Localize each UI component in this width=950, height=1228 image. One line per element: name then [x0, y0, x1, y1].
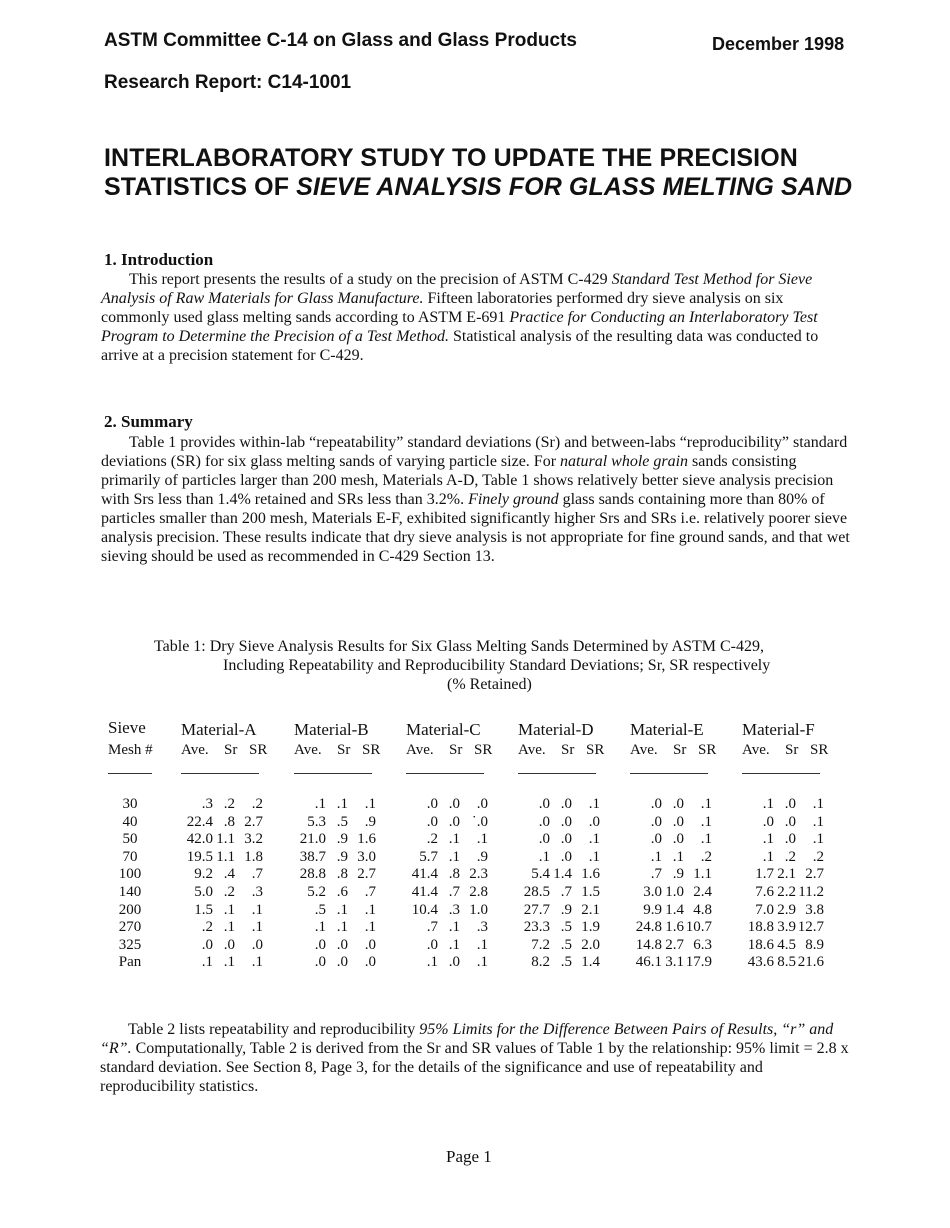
table-cell: .8 [448, 866, 460, 883]
title-line-1: INTERLABORATORY STUDY TO UPDATE THE PRECISION [104, 144, 798, 172]
table-cell: .5 [560, 919, 572, 936]
material-subheader: Sr [785, 742, 799, 758]
table-cell: 5.4 [531, 866, 550, 883]
table-cell: .0 [560, 831, 572, 848]
table-cell: 1.6 [357, 831, 376, 848]
material-header: Material-A [181, 720, 257, 739]
table-cell: .8 [336, 866, 348, 883]
table-cell: .2 [426, 831, 438, 848]
t2-text-1: Table 2 lists repeatability and reproducibility [128, 1021, 420, 1038]
table-cell: .1 [448, 848, 460, 865]
table-cell: .0 [223, 936, 235, 953]
table-cell: .0 [426, 796, 438, 812]
mesh-cell: 325 [118, 936, 142, 953]
table-cell: 7.2 [531, 936, 550, 953]
table-cell: .1 [762, 848, 774, 865]
table-cell: 2.8 [469, 884, 488, 900]
table-cell: .0 [560, 796, 572, 812]
table-cell: 1.1 [216, 848, 235, 865]
table-cell: .0 [762, 813, 774, 830]
table-cell: .0 [336, 954, 348, 971]
table-cell: .0 [672, 796, 684, 812]
table-cell: 41.4 [411, 884, 438, 900]
table-cell: .0 [201, 936, 213, 953]
table-cell: .1 [336, 919, 348, 936]
table-cell: .0 [784, 796, 796, 812]
table-cell: .4 [223, 866, 235, 883]
table-cell: 19.5 [186, 848, 213, 865]
header-rule [108, 773, 152, 774]
table1-caption [150, 637, 830, 694]
table-cell: 3.0 [357, 848, 376, 865]
mesh-header: Mesh # [108, 742, 153, 758]
table-cell: .9 [336, 848, 348, 865]
table-cell: 5.3 [307, 813, 326, 830]
table-cell: .1 [700, 813, 712, 830]
table-cell: .1 [762, 831, 774, 848]
table-cell: .7 [448, 884, 460, 900]
material-subheader: Sr [561, 742, 575, 758]
table-cell: 3.2 [244, 831, 263, 848]
table-cell: 21.6 [797, 954, 824, 971]
table-cell: .1 [426, 954, 438, 971]
table-cell: 17.9 [685, 954, 712, 971]
table-cell: .3 [448, 901, 460, 918]
caption-line-1: Table 1: Dry Sieve Analysis Results for Six Glass Melting Sands Determined by ASTM C-429, [154, 638, 764, 655]
table-cell: 1.5 [581, 884, 600, 900]
mesh-cell: 200 [118, 901, 142, 918]
table-cell: 5.2 [307, 884, 326, 900]
summary-text-3: glass sands containing more than 80% of particles smaller than 200 mesh, Materials E-F, exhibited significantly higher Srs and SRs i.e. relatively poorer sieve analysis precision. These results indicate that dry sieve analysis is not appropriate for fine ground sands, and that wet sieving should be used as recommended in C-429 Section 13. [101, 491, 850, 565]
table-cell: 14.8 [635, 936, 662, 953]
page-number: Page 1 [446, 1147, 492, 1166]
table-cell: .5 [560, 954, 572, 971]
table-cell: 5.0 [194, 884, 213, 900]
mesh-cell: Pan [118, 954, 142, 971]
sieve-header: Sieve [108, 718, 146, 737]
table-cell: 5.7 [419, 848, 438, 865]
table-cell: 2.7 [665, 936, 684, 953]
table-cell: 2.4 [693, 884, 712, 900]
table-cell: 11.2 [798, 884, 824, 900]
table-cell: .1 [223, 919, 235, 936]
table-cell: .1 [588, 848, 600, 865]
table-cell: .1 [812, 831, 824, 848]
material-subheader: SR [586, 742, 605, 758]
table-cell: 3.1 [665, 954, 684, 971]
table-cell: 8.5 [777, 954, 796, 971]
table-cell: .1 [251, 901, 263, 918]
table-cell: .1 [201, 954, 213, 971]
table-cell: .3 [476, 919, 488, 936]
mesh-cell: 50 [122, 831, 138, 848]
table-cell: .1 [650, 848, 662, 865]
table-cell: 18.6 [747, 936, 774, 953]
table-cell: 1.4 [581, 954, 600, 971]
table-cell: .0 [588, 813, 600, 830]
table-cell: .2 [700, 848, 712, 865]
table-cell: .9 [364, 813, 376, 830]
table-cell: 1.7 [755, 866, 774, 883]
material-subheader: Sr [673, 742, 687, 758]
table-cell: .0 [560, 848, 572, 865]
table-cell: 8.9 [805, 936, 824, 953]
intro-text-1: This report presents the results of a study on the precision of ASTM C-429 [129, 271, 612, 288]
table-cell: .7 [650, 866, 662, 883]
material-subheader: Ave. [518, 742, 546, 758]
introduction-heading: 1. Introduction [104, 250, 214, 269]
table-cell: 28.5 [523, 884, 550, 900]
title-line-2-italic: SIEVE ANALYSIS FOR GLASS MELTING SAND [296, 173, 853, 201]
table-cell: 1.9 [581, 919, 600, 936]
material-subheader: SR [810, 742, 829, 758]
table-cell: .1 [588, 831, 600, 848]
table-cell: .3 [201, 796, 213, 812]
table-cell: 1.8 [244, 848, 263, 865]
table-cell: 7.0 [755, 901, 774, 918]
table-cell: 1.5 [194, 901, 213, 918]
material-subheader: Sr [224, 742, 238, 758]
table-cell: .0 [364, 936, 376, 953]
table-cell: .0 [672, 813, 684, 830]
material-subheader: Ave. [181, 742, 209, 758]
table-cell: 4.5 [777, 936, 796, 953]
table-cell: 2.7 [805, 866, 824, 883]
table-cell: .0 [314, 936, 326, 953]
intro-text-2: Fifteen laboratories performed dry sieve analysis on six commonly used glass melting sands according to ASTM E-691 [101, 290, 784, 326]
table-cell: .2 [784, 848, 796, 865]
table-cell: .9 [560, 901, 572, 918]
table-cell: 4.8 [693, 901, 712, 918]
table-cell: 1.0 [665, 884, 684, 900]
summary-italic-1: natural whole grain [560, 453, 689, 470]
table-cell: .0 [426, 813, 438, 830]
table-cell: .1 [812, 796, 824, 812]
table-cell: .5 [336, 813, 348, 830]
table-cell: 18.8 [747, 919, 774, 936]
table-cell: .1 [812, 813, 824, 830]
table-cell: 1.1 [693, 866, 712, 883]
table-cell: .0 [672, 831, 684, 848]
table-cell: .1 [336, 796, 348, 812]
report-number: Research Report: C14-1001 [104, 72, 352, 93]
table-cell: .1 [364, 901, 376, 918]
table-cell: 12.7 [797, 919, 824, 936]
table-cell: .0 [448, 796, 460, 812]
table-cell: .9 [476, 848, 488, 865]
table-cell: 1.0 [469, 901, 488, 918]
table-cell: 24.8 [635, 919, 662, 936]
table2-paragraph [100, 1020, 850, 1096]
table-cell: .1 [223, 901, 235, 918]
table-cell: 1.1 [216, 831, 235, 848]
table-cell: 1.4 [553, 866, 572, 883]
table-cell: 6.3 [693, 936, 712, 953]
table-cell: 2.3 [469, 866, 488, 883]
table-cell: 1.6 [665, 919, 684, 936]
mesh-cell: 30 [122, 796, 138, 812]
table-cell: .1 [448, 936, 460, 953]
table-cell: 8.2 [531, 954, 550, 971]
header-rule [518, 773, 596, 774]
table-cell: .1 [251, 919, 263, 936]
header-rule [294, 773, 372, 774]
table-cell: .0 [336, 936, 348, 953]
material-subheader: Ave. [742, 742, 770, 758]
table-cell: .2 [812, 848, 824, 865]
table-cell: 1.6 [581, 866, 600, 883]
material-subheader: Ave. [406, 742, 434, 758]
material-subheader: SR [474, 742, 493, 758]
table-cell: .1 [762, 796, 774, 812]
table-cell: .9 [672, 866, 684, 883]
table-cell: 3.9 [777, 919, 796, 936]
table-cell: 2.7 [244, 813, 263, 830]
table-cell: .0 [426, 936, 438, 953]
table-cell: .1 [314, 919, 326, 936]
material-header: Material-E [630, 720, 704, 739]
table-cell: 3.8 [805, 901, 824, 918]
table-cell: 27.7 [523, 901, 550, 918]
caption-line-2: Including Repeatability and Reproducibility Standard Deviations; Sr, SR respectively [223, 657, 771, 674]
table-cell: .1 [476, 954, 488, 971]
table-cell: .0 [560, 813, 572, 830]
table-cell: .2 [251, 796, 263, 812]
table-cell: .1 [588, 796, 600, 812]
table-cell: 43.6 [747, 954, 774, 971]
table-cell: ˙.0 [471, 813, 488, 830]
table-cell: .5 [314, 901, 326, 918]
intro-text-3: Statistical analysis of the resulting data was conducted to arrive at a precision statement for C-429. [101, 328, 819, 364]
material-subheader: Ave. [630, 742, 658, 758]
header-rule [742, 773, 820, 774]
table-cell: .1 [448, 919, 460, 936]
caption-line-3: (% Retained) [447, 676, 532, 693]
summary-paragraph [101, 433, 851, 566]
material-subheader: SR [249, 742, 268, 758]
table-cell: .0 [448, 813, 460, 830]
table-cell: 9.2 [194, 866, 213, 883]
intro-italic-2: Practice for Conducting an Interlaboratory Test Program to Determine the Precision of a Test Method. [101, 309, 818, 345]
table-cell: .1 [476, 936, 488, 953]
table-cell: .0 [538, 831, 550, 848]
mesh-cell: 40 [122, 813, 138, 830]
material-subheader: SR [698, 742, 717, 758]
report-date: December 1998 [712, 34, 845, 54]
header-rule [630, 773, 708, 774]
t2-italic-1: 95% Limits for the Difference Between Pairs of Results, “r” and “R”. [100, 1021, 834, 1057]
table-cell: 22.4 [186, 813, 213, 830]
table-cell: 10.7 [685, 919, 712, 936]
table-cell: .0 [650, 796, 662, 812]
table-cell: .0 [364, 954, 376, 971]
table-cell: .2 [201, 919, 213, 936]
table-cell: .6 [336, 884, 348, 900]
material-header: Material-B [294, 720, 369, 739]
table-cell: .1 [223, 954, 235, 971]
table-cell: .5 [560, 936, 572, 953]
table-cell: .1 [700, 796, 712, 812]
material-header: Material-D [518, 720, 594, 739]
mesh-cell: 70 [122, 848, 138, 865]
table-cell: 1.4 [665, 901, 684, 918]
summary-text-1: Table 1 provides within-lab “repeatability” standard deviations (Sr) and between-labs “reproducibility” standard deviations (SR) for six glass melting sands of varying particle size. For [101, 434, 848, 470]
table-cell: .7 [426, 919, 438, 936]
table-cell: 2.2 [777, 884, 796, 900]
table-cell: .1 [448, 831, 460, 848]
material-subheader: Ave. [294, 742, 322, 758]
introduction-paragraph [101, 270, 851, 365]
table-cell: .1 [476, 831, 488, 848]
t2-text-2: Computationally, Table 2 is derived from the Sr and SR values of Table 1 by the relationship: 95% limit = 2.8 x standard deviation. See Section 8, Page 3, for the details of the significance and use of repeatability and reproducibility statistics. [100, 1040, 849, 1095]
table-cell: .1 [336, 901, 348, 918]
table-cell: .9 [336, 831, 348, 848]
table-cell: 38.7 [299, 848, 326, 865]
header-rule [181, 773, 259, 774]
document-title [104, 144, 852, 202]
table-cell: .7 [251, 866, 263, 883]
table-cell: .8 [223, 813, 235, 830]
table-cell: .0 [784, 831, 796, 848]
table-cell: .0 [448, 954, 460, 971]
table-cell: .7 [364, 884, 376, 900]
table-cell: .2 [223, 884, 235, 900]
table-cell: 28.8 [299, 866, 326, 883]
table-cell: 2.0 [581, 936, 600, 953]
committee-header: ASTM Committee C-14 on Glass and Glass Products [104, 30, 577, 51]
title-line-2-prefix: STATISTICS OF [104, 173, 297, 201]
mesh-cell: 270 [118, 919, 142, 936]
table-cell: 23.3 [523, 919, 550, 936]
table-cell: .2 [223, 796, 235, 812]
material-subheader: Sr [449, 742, 463, 758]
table-cell: .0 [314, 954, 326, 971]
table-cell: 10.4 [411, 901, 438, 918]
table-cell: .1 [364, 796, 376, 812]
summary-text-2: sands consisting primarily of particles larger than 200 mesh, Materials A-D, Table 1 shows relatively better sieve analysis precision with Srs less than 1.4% retained and SRs less than 3.2%. [101, 453, 834, 508]
table-cell: 2.1 [581, 901, 600, 918]
material-header: Material-F [742, 720, 815, 739]
table-cell: .3 [251, 884, 263, 900]
table-cell: .1 [700, 831, 712, 848]
summary-italic-2: Finely ground [468, 491, 559, 508]
table-cell: 7.6 [755, 884, 774, 900]
table-cell: .1 [251, 954, 263, 971]
title-line-2 [104, 173, 852, 202]
table-cell: 2.1 [777, 866, 796, 883]
table-cell: .0 [476, 796, 488, 812]
table-cell: .0 [251, 936, 263, 953]
header-rule [406, 773, 484, 774]
summary-heading: 2. Summary [104, 412, 193, 431]
table-cell: .0 [784, 813, 796, 830]
table-cell: .1 [314, 796, 326, 812]
intro-italic-1: Standard Test Method for Sieve Analysis of Raw Materials for Glass Manufacture. [101, 271, 813, 307]
table-cell: .1 [364, 919, 376, 936]
mesh-cell: 140 [118, 884, 142, 900]
table-cell: 41.4 [411, 866, 438, 883]
table-cell: 2.9 [777, 901, 796, 918]
material-subheader: SR [362, 742, 381, 758]
table-cell: 46.1 [635, 954, 662, 971]
material-subheader: Sr [337, 742, 351, 758]
table-cell: 2.7 [357, 866, 376, 883]
table-cell: .0 [538, 813, 550, 830]
table-cell: .0 [538, 796, 550, 812]
table-cell: 9.9 [643, 901, 662, 918]
table-cell: .1 [672, 848, 684, 865]
table-cell: .7 [560, 884, 572, 900]
table-cell: .0 [650, 831, 662, 848]
table-cell: 3.0 [643, 884, 662, 900]
table-cell: 21.0 [299, 831, 326, 848]
mesh-cell: 100 [118, 866, 142, 883]
table-cell: .0 [650, 813, 662, 830]
table-cell: 42.0 [186, 831, 213, 848]
material-header: Material-C [406, 720, 481, 739]
table-cell: .1 [538, 848, 550, 865]
